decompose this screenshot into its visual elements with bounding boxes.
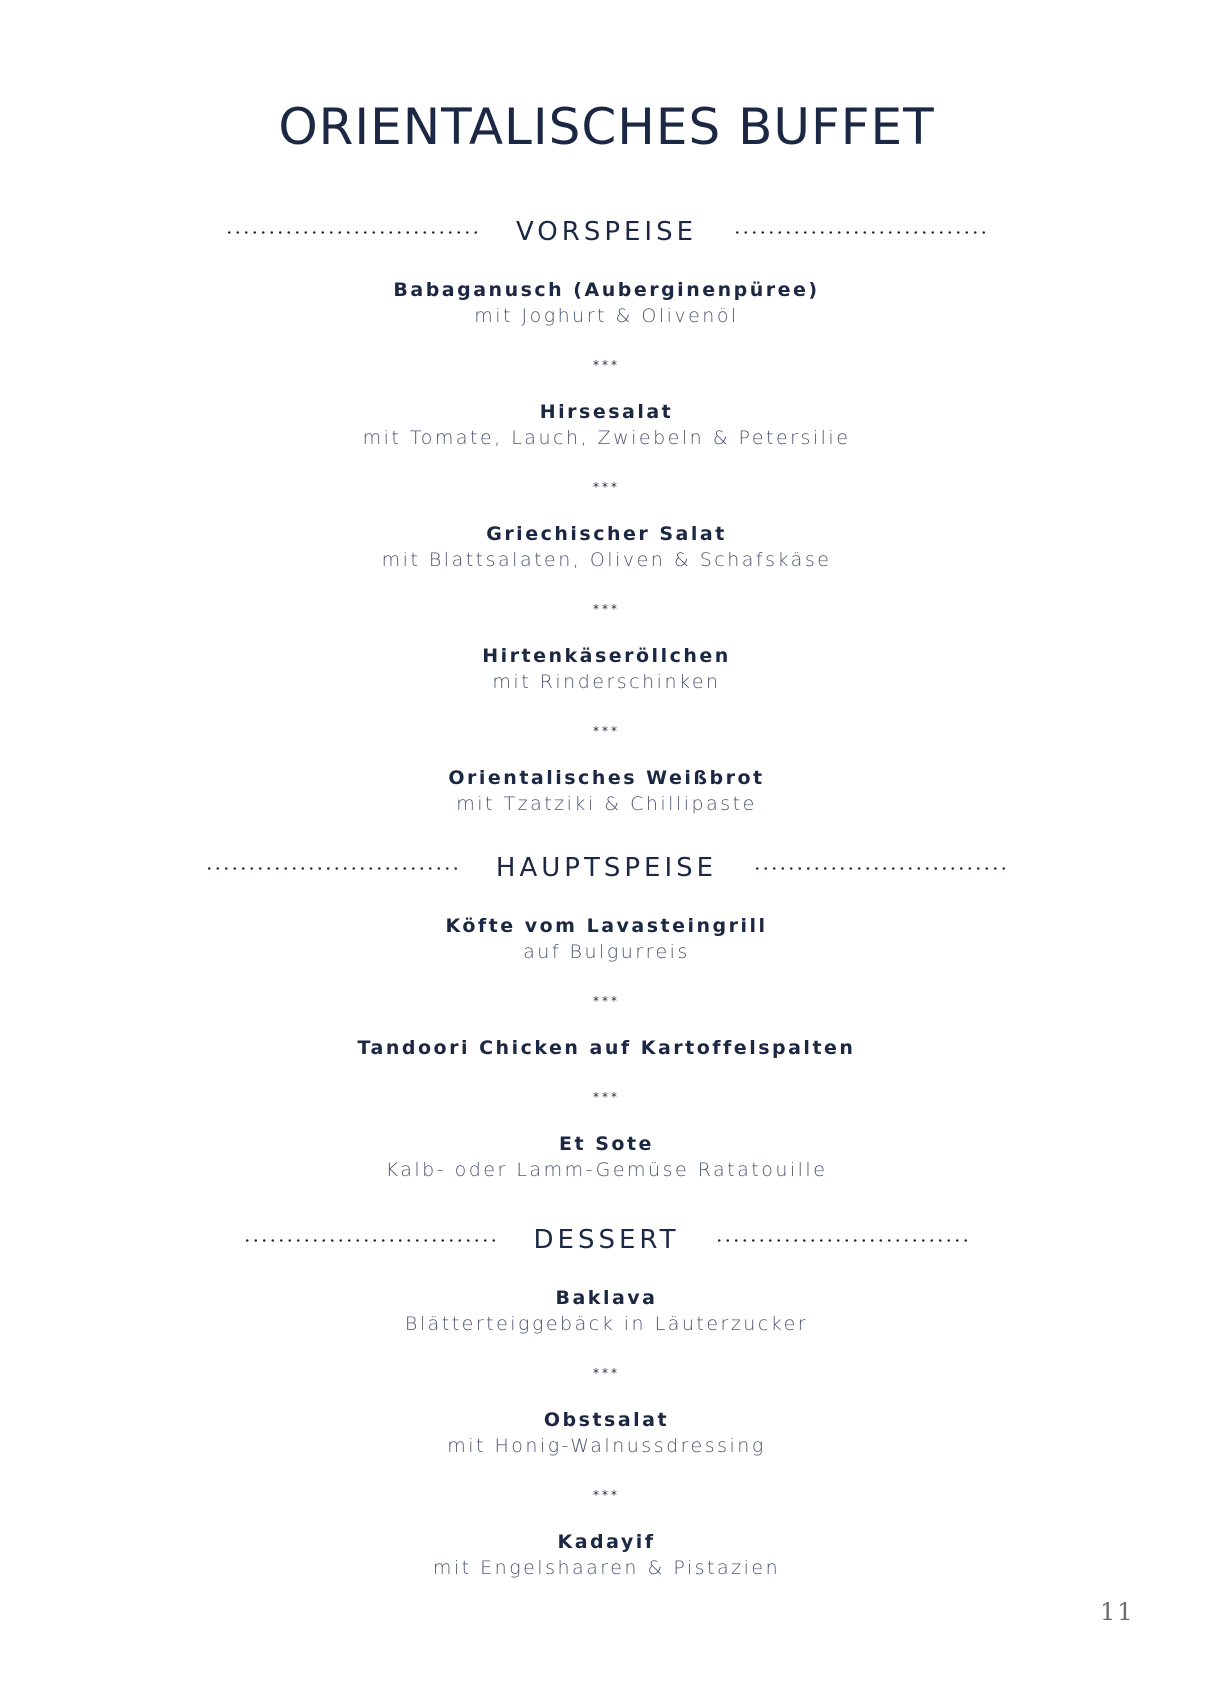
dish-separator: *** [593, 1366, 620, 1380]
dish-name: Tandoori Chicken auf Kartoffelspalten [357, 1037, 856, 1059]
dish-item [0, 399, 1213, 451]
dotted-divider-right [733, 231, 988, 234]
dish-item [0, 643, 1213, 695]
dish-name: Griechischer Salat [486, 523, 727, 545]
dish-name: Obstsalat [543, 1409, 670, 1431]
section-title: VORSPEISE [515, 217, 698, 247]
dish-item [0, 1131, 1213, 1183]
dish-description: auf Bulgurreis [523, 941, 690, 963]
dish-name: Babaganusch (Auberginenpüree) [393, 279, 820, 301]
dish-item [0, 1407, 1213, 1459]
page-title: ORIENTALISCHES BUFFET [278, 98, 935, 156]
dotted-divider-right [753, 867, 1008, 870]
section-header-dessert [0, 1220, 1213, 1260]
dish-separator: *** [593, 1090, 620, 1104]
dish-name: Baklava [555, 1287, 658, 1309]
dish-description: mit Blattsalaten, Oliven & Schafskäse [381, 549, 832, 571]
dish-name: Hirsesalat [539, 401, 674, 423]
dish-description: mit Tomate, Lauch, Zwiebeln & Petersilie [362, 427, 851, 449]
dotted-divider-left [225, 231, 480, 234]
page-number: 11 [1100, 1598, 1135, 1626]
dotted-divider-right [715, 1239, 970, 1242]
dish-item [0, 521, 1213, 573]
dish-description: Blätterteiggebäck in Läuterzucker [404, 1313, 809, 1335]
dish-name: Hirtenkäseröllchen [482, 645, 731, 667]
dish-item [0, 765, 1213, 817]
dish-separator: *** [593, 994, 620, 1008]
dish-item [0, 1035, 1213, 1061]
dish-separator: *** [593, 480, 620, 494]
dish-separator: *** [593, 602, 620, 616]
dish-item [0, 1285, 1213, 1337]
dotted-divider-left [243, 1239, 498, 1242]
section-title: DESSERT [533, 1225, 680, 1255]
dish-item [0, 1529, 1213, 1581]
dish-description: Kalb- oder Lamm-Gemüse Ratatouille [385, 1159, 828, 1181]
dish-name: Köfte vom Lavasteingrill [445, 915, 768, 937]
dish-description: mit Joghurt & Olivenöl [474, 305, 739, 327]
dish-separator: *** [593, 724, 620, 738]
dish-separator: *** [593, 358, 620, 372]
dish-name: Orientalisches Weißbrot [448, 767, 765, 789]
section-header-hauptspeise [0, 848, 1213, 888]
dish-description: mit Honig-Walnussdressing [447, 1435, 766, 1457]
dish-item [0, 913, 1213, 965]
dish-description: mit Engelshaaren & Pistazien [432, 1557, 781, 1579]
dish-separator: *** [593, 1488, 620, 1502]
dish-description: mit Rinderschinken [492, 671, 721, 693]
dish-description: mit Tzatziki & Chillipaste [456, 793, 757, 815]
section-title: HAUPTSPEISE [495, 853, 718, 883]
dish-name: Et Sote [559, 1133, 654, 1155]
dish-name: Kadayif [557, 1531, 656, 1553]
dotted-divider-left [205, 867, 460, 870]
dish-item [0, 277, 1213, 329]
section-header-vorspeise [0, 212, 1213, 252]
